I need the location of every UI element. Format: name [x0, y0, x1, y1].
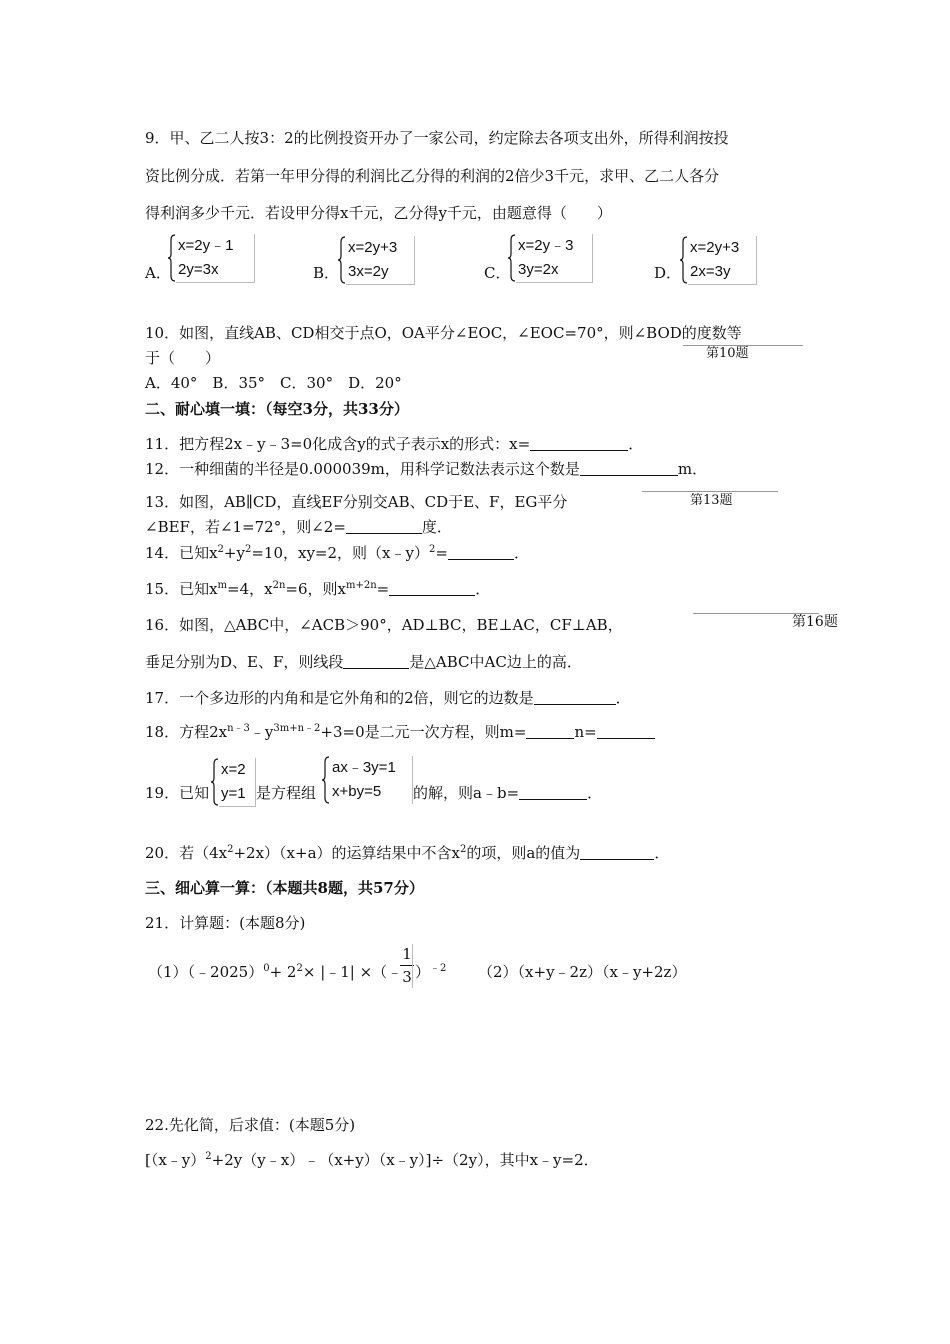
- brace-icon: [680, 236, 688, 284]
- q16-line2: 垂足分别为D、E、F，则线段 是△ABC中AC边上的高．: [145, 653, 582, 671]
- fraction-denominator: 3: [402, 968, 412, 986]
- equation-1: x=2y+3: [348, 239, 398, 256]
- q21-part1-end: ）$^{﹣2}$: [415, 963, 447, 981]
- q9-line1: 9．甲、乙二人按3：2的比例投资开办了一家公司，约定除去各项支出外，所得利润按投: [145, 129, 729, 147]
- q19-solution-system: [211, 758, 257, 806]
- q9-option-a-system[interactable]: [168, 234, 256, 282]
- q9-option-c-label: C．: [484, 264, 511, 282]
- q19-suffix: 的解，则a﹣b= ．: [413, 784, 603, 802]
- equation-frame: [688, 236, 757, 285]
- q19-equation-system: [322, 756, 414, 804]
- brace-icon: [168, 234, 176, 282]
- equation-frame: [346, 236, 415, 285]
- brace-icon: [211, 758, 219, 806]
- answer-blank[interactable]: [343, 654, 409, 669]
- q22-expression: [（x﹣y）$^2$+2y（y﹣x）﹣（x+y）（x﹣y）]÷（2y），其中x﹣y=2．: [145, 1151, 599, 1169]
- equation-1: x=2: [221, 761, 246, 778]
- answer-blank[interactable]: [389, 581, 475, 596]
- equation-frame: [516, 234, 593, 283]
- equation-1: x=2y﹣3: [518, 237, 574, 254]
- q12: 12．一种细菌的半径是0.000039m，用科学记数法表示这个数是 m．: [145, 460, 708, 478]
- answer-blank[interactable]: [597, 724, 655, 739]
- equation-2: y=1: [221, 785, 246, 802]
- answer-blank[interactable]: [580, 461, 678, 476]
- q20: 20．若$(4x^2+2x)(x+a)$的运算结果中不含$x^2$的项，则a的值为 ．: [145, 844, 670, 862]
- q9-option-b-system[interactable]: [338, 236, 416, 284]
- figure-13-label: 第13题: [690, 493, 733, 508]
- equation-2: x+by=5: [332, 783, 382, 800]
- figure-10-label: 第10题: [706, 346, 749, 361]
- answer-blank[interactable]: [346, 519, 422, 534]
- answer-blank[interactable]: [448, 545, 514, 560]
- q9-line3: 得利润多少千元．若设甲分得x千元，乙分得y千元，由题意得（ ）: [145, 204, 612, 222]
- figure-16-label: 第16题: [792, 614, 838, 630]
- equation-2: 3y=2x: [518, 261, 559, 278]
- section-3-heading: 三、细心算一算：（本题共8题，共57分）: [145, 879, 424, 897]
- q19-middle: 是方程组: [256, 784, 317, 802]
- equation-2: 2y=3x: [178, 261, 219, 278]
- q10-line1: 10．如图，直线AB、CD相交于点O，OA平分∠EOC，∠EOC=70°，则∠BOD的度数等: [145, 324, 742, 342]
- q15: 15．已知$x^m=4$，$x^{2n}=6$，则$x^{m+2n}=$ ．: [145, 580, 491, 598]
- q10-line2: 于（ ）: [145, 349, 221, 367]
- q21-part2: （2）（x+y﹣2z）（x﹣y+2z）: [478, 963, 687, 981]
- brace-icon: [322, 756, 330, 804]
- q9-option-a-label: A．: [145, 264, 171, 282]
- q9-option-b-label: B．: [313, 264, 340, 282]
- equation-1: x=2y+3: [690, 239, 740, 256]
- equation-1: x=2y﹣1: [178, 237, 234, 254]
- answer-blank[interactable]: [534, 690, 616, 705]
- q9-option-d-system[interactable]: [680, 236, 758, 284]
- answer-blank[interactable]: [580, 845, 654, 860]
- q9-line2: 资比例分成．若第一年甲分得的利润比乙分得的利润的2倍少3千元，求甲、乙二人各分: [145, 167, 720, 185]
- fraction-numerator: 1: [402, 945, 412, 963]
- answer-blank[interactable]: [519, 785, 587, 800]
- q21-part1: （1）（﹣2025）$^0$+ $2^2\times$ |﹣1| ×（﹣: [148, 963, 403, 981]
- brace-icon: [508, 234, 516, 282]
- answer-blank[interactable]: [530, 436, 628, 451]
- q14: 14．已知$x^2+y^2=10$，xy=2，则（x﹣y）$^2$= ．: [145, 544, 529, 562]
- equation-frame: [330, 756, 413, 804]
- q10-options: A．40° B．35° C．30° D．20°: [145, 374, 402, 392]
- q22-title: 22.先化简，后求值：(本题5分): [145, 1116, 356, 1134]
- q18: 18．方程$2x^{n﹣3}﹣y^{3m+n﹣2}+3=0$是二元一次方程，则m= n=: [145, 722, 655, 742]
- equation-frame: [219, 758, 256, 807]
- q9-option-c-system[interactable]: [508, 234, 594, 282]
- equation-1: ax﹣3y=1: [332, 759, 396, 776]
- brace-icon: [338, 236, 346, 284]
- fraction-frame: [412, 944, 413, 988]
- q16-line1: 16．如图，△ABC中，∠ACB＞90°，AD⊥BC，BE⊥AC，CF⊥AB，: [145, 616, 623, 634]
- section-2-heading: 二、耐心填一填：（每空3分，共33分）: [145, 400, 409, 418]
- q17: 17．一个多边形的内角和是它外角和的2倍，则它的边数是 ．: [145, 689, 631, 707]
- q13-line1: 13．如图，AB∥CD，直线EF分别交AB、CD于E、F，EG平分: [145, 493, 568, 511]
- equation-frame: [176, 234, 255, 283]
- q19-prefix: 19．已知: [145, 784, 210, 802]
- q21-title: 21．计算题：(本题8分): [145, 914, 306, 932]
- q9-option-d-label: D．: [654, 264, 682, 282]
- q13-line2: ∠BEF，若∠1=72°，则∠2= 度．: [145, 518, 452, 536]
- answer-blank[interactable]: [526, 724, 574, 739]
- q11: 11．把方程2x﹣y﹣3=0化成含y的式子表示x的形式：x= ．: [145, 435, 644, 453]
- equation-2: 2x=3y: [690, 263, 731, 280]
- equation-2: 3x=2y: [348, 263, 389, 280]
